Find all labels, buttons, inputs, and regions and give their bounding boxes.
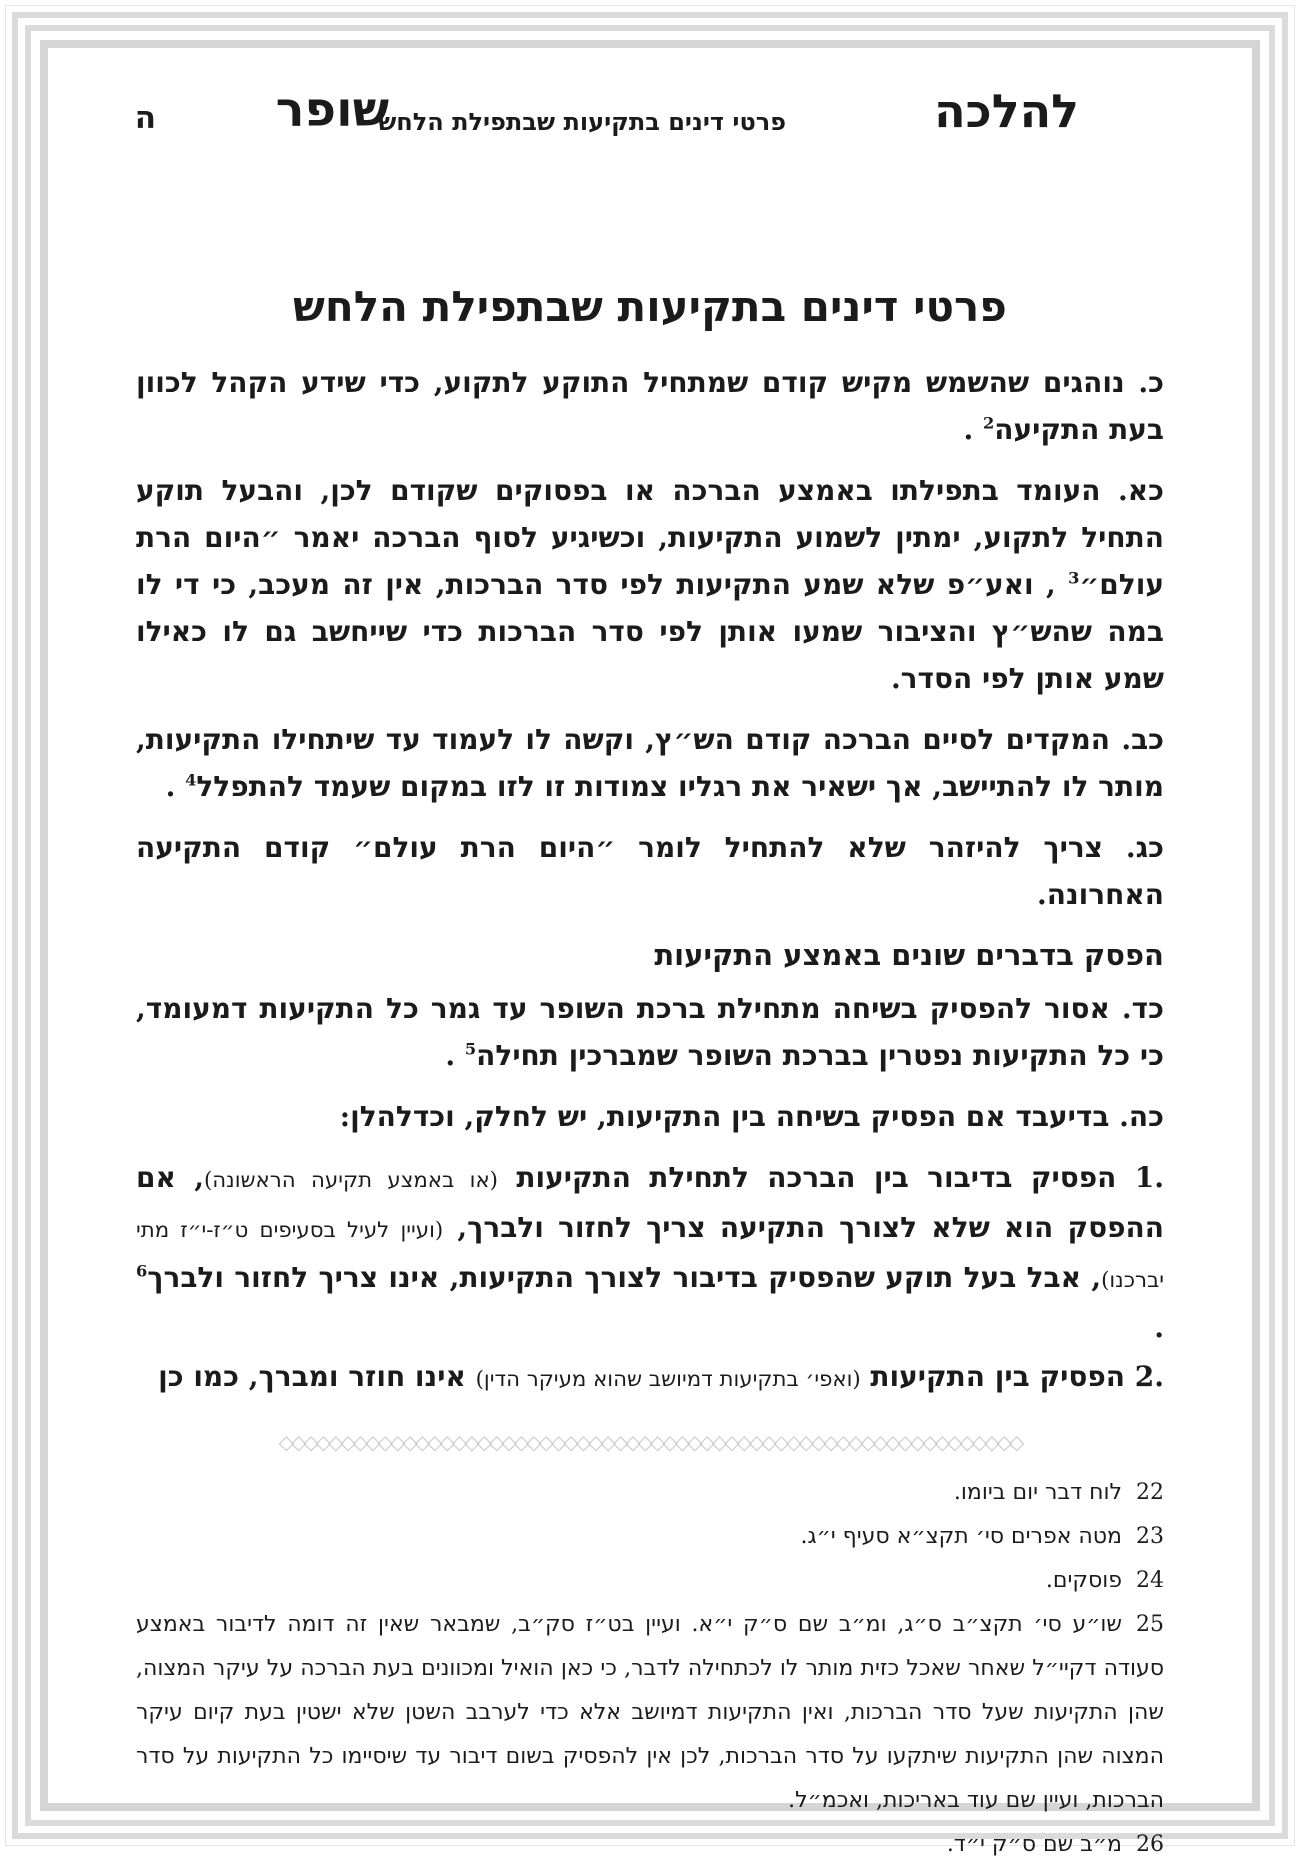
diamond-divider: ◇◇◇◇◇◇◇◇◇◇◇◇◇◇◇◇◇◇◇◇◇◇◇◇◇◇◇◇◇◇◇◇◇◇◇◇◇◇◇◇◇◇◇◇◇◇◇◇◇◇◇◇◇◇◇◇◇◇◇◇ — [278, 1430, 1022, 1454]
footnote-ref: 3 — [1068, 568, 1080, 588]
paragraph: כא. העומד בתפילתו באמצע הברכה או בפסוקים שקודם לכן, והבעל תוקע התחיל לתקוע, ימתין לשמוע התקיעות, וכשיגיע לסוף הברכה יאמר ״היום הרת עולם״$^3$ , ואע״פ שלא שמע התקיעות לפי סדר הברכות, אין זה מעכב, כי די לו במה שהש״ץ והציבור שמעו אותן לפי סדר הברכות כדי שייחשב גם לו כאילו שמע אותן לפי הסדר. — [136, 474, 1164, 695]
paragraph: כה. בדיעבד אם הפסיק בשיחה בין התקיעות, יש לחלק, וכדלהלן: — [339, 1100, 1164, 1133]
rashi-parenthetical: (או באמצע תקיעה הראשונה) — [203, 1168, 498, 1193]
running-title: פרטי דינים בתקיעות שבתפילת הלחש — [378, 107, 786, 136]
footnote-ref: 2 — [982, 413, 995, 433]
footnote-number: 25 — [1136, 1612, 1164, 1637]
section-heading: הפסק בדברים שונים באמצע התקיעות — [654, 938, 1164, 972]
list-item: 1. הפסיק בדיבור בין הברכה לתחילת התקיעות (או באמצע תקיעה הראשונה), אם ההפסק הוא שלא לצורך התקיעה צריך לחזור ולברך, (ועיין לעיל בסעיפים ט״ז-י״ז מתי יברכנו), אבל בעל תוקע שהפסיק בדיבור לצורך התקיעות, אינו צריך לחזור ולברך$^6$ . — [136, 1161, 1164, 1344]
middle-frame — [12, 12, 1288, 1857]
paragraph: כב. המקדים לסיים הברכה קודם הש״ץ, וקשה לו לעמוד עד שיתחילו התקיעות, מותר לו להתיישב, אך ישאיר את רגליו צמודות זו לזו במקום שעמד להתפלל$^4$ . — [136, 723, 1164, 803]
footnote-number: 26 — [1136, 1832, 1164, 1857]
footnote-ref: 4 — [185, 770, 197, 790]
footnotes — [136, 1471, 1164, 1867]
page-title: פרטי דינים בתקיעות שבתפילת הלחש — [293, 282, 1007, 331]
rashi-parenthetical: (ואפי׳ בתקיעות דמיושב שהוא מעיקר הדין) — [475, 1367, 861, 1392]
running-head — [134, 62, 1164, 138]
footnote: 24פוסקים. — [1045, 1568, 1164, 1593]
footnote-number: 23 — [1136, 1524, 1164, 1549]
item-number: 1. — [1134, 1161, 1164, 1194]
outer-frame — [5, 5, 1295, 1857]
book-title-left: שופר — [275, 82, 389, 138]
paragraph: כ. נוהגים שהשמש מקיש קודם שמתחיל התוקע לתקוע, כדי שידע הקהל לכוון בעת התקיעה$^2$ . — [136, 366, 1164, 446]
footnote: 23מטה אפרים סי׳ תקצ״א סעיף י״ג. — [800, 1524, 1164, 1549]
list-item: 2. הפסיק בין התקיעות (ואפי׳ בתקיעות דמיושב שהוא מעיקר הדין) אינו חוזר ומברך, כמו כן — [158, 1360, 1164, 1393]
paragraph: כג. צריך להיזהר שלא להתחיל לומר ״היום הרת עולם״ קודם התקיעה האחרונה. — [136, 831, 1164, 911]
footnote-number: 24 — [1136, 1568, 1164, 1593]
rashi-parenthetical: (ועיין לעיל בסעיפים ט״ז-י״ז מתי יברכנו) — [136, 1218, 1164, 1293]
footnote: 26מ״ב שם ס״ק י״ד. — [946, 1832, 1164, 1857]
content-frame — [40, 40, 1260, 1857]
footnote: 25שו״ע סי׳ תקצ״ב ס״ג, ומ״ב שם ס״ק י״א. ועיין בט״ז סק״ב, שמבאר שאין זה דומה לדיבור באמצע סעודה דקיי״ל שאחר שאכל כזית מותר לו לכתחילה לדבר, כי כאן הואיל ומכוונים בעת הברכה על עיקר המצוה, שהן התקיעות שעל סדר הברכות, ואין התקיעות דמיושב אלא כדי לערבב השטן שלא ישטין בעת קיום עיקר המצוה שהן התקיעות שיתקעו על סדר הברכות, לכן אין להפסיק בשום דיבור עד שיסיימו כל התקיעות על סדר הברכות, ועיין שם עוד באריכות, ואכמ״ל. — [136, 1612, 1164, 1813]
page-letter: ה — [134, 100, 156, 136]
footnote-number: 22 — [1136, 1480, 1164, 1505]
footnote-ref: 6 — [136, 1261, 148, 1281]
page-content — [136, 62, 1164, 1867]
footnote-ref: 5 — [464, 1039, 477, 1059]
paragraph: כד. אסור להפסיק בשיחה מתחילת ברכת השופר עד גמר כל התקיעות דמעומד, כי כל התקיעות נפטרין בברכת השופר שמברכין תחילה$^5$ . — [136, 992, 1164, 1072]
book-title-right: להלכה — [934, 84, 1079, 138]
item-number: 2. — [1134, 1360, 1164, 1393]
footnote: 22לוח דבר יום ביומו. — [953, 1480, 1164, 1505]
inner-frame — [25, 25, 1275, 1857]
body-blocks — [136, 359, 1164, 1403]
